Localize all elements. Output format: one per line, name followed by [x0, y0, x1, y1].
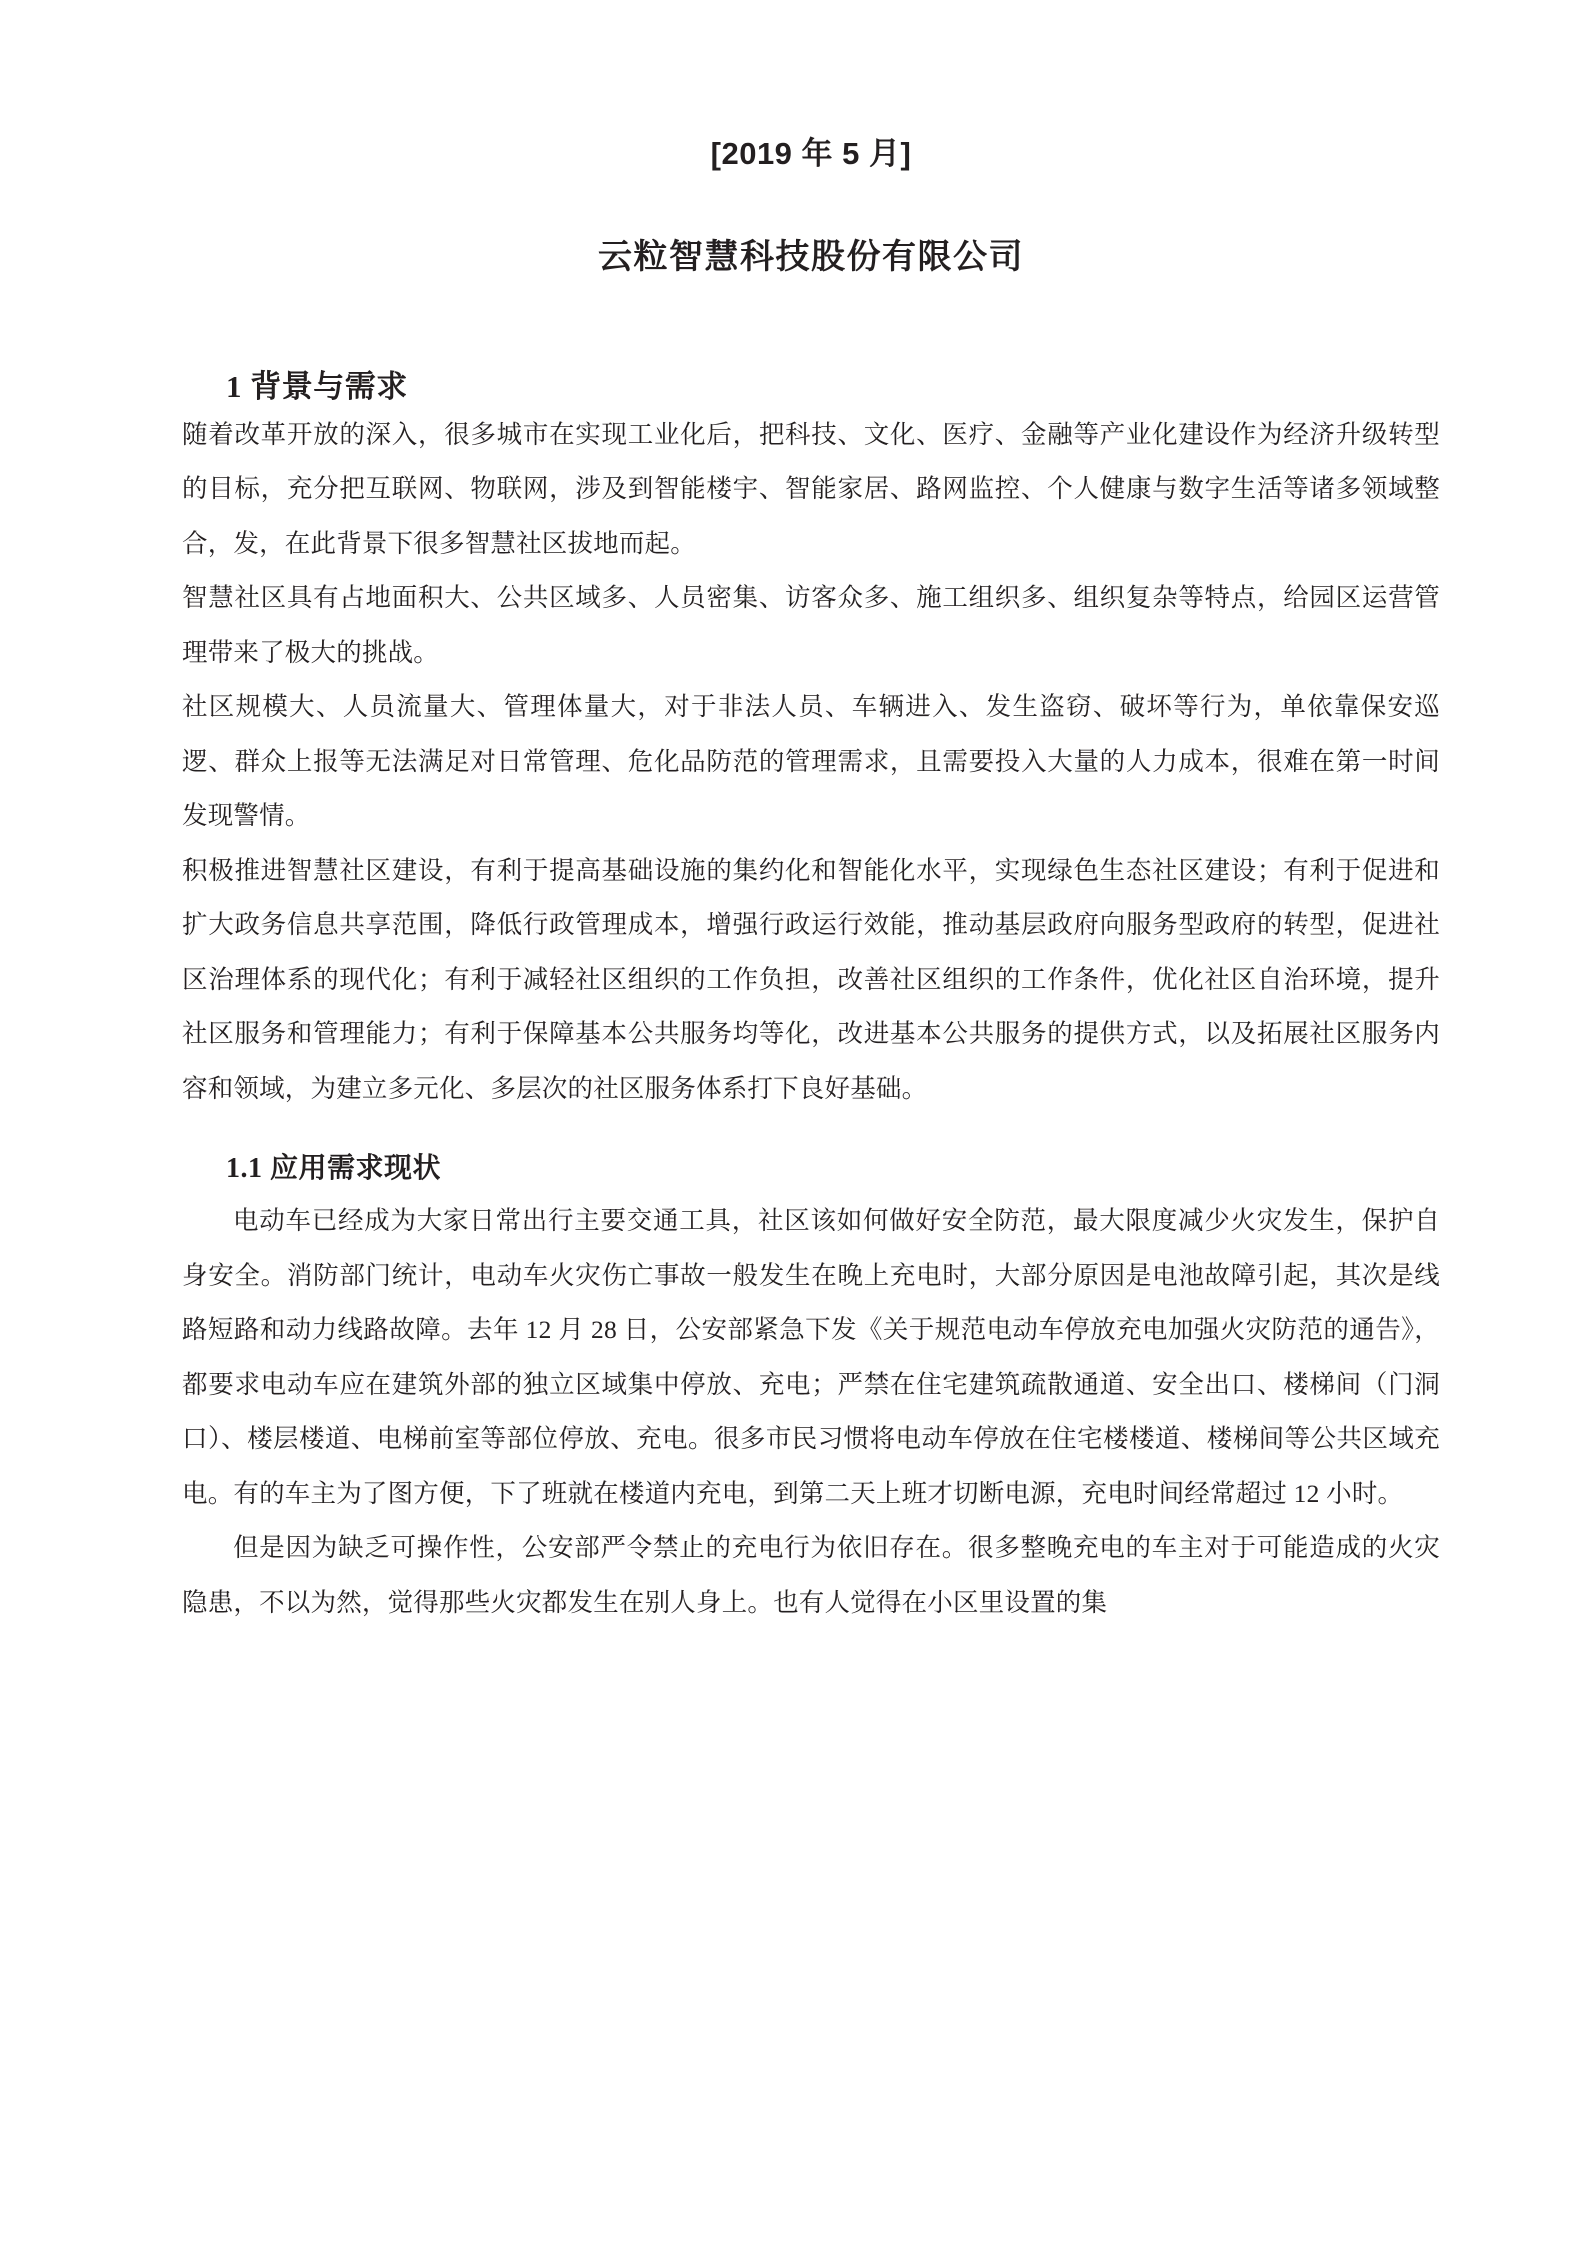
paragraph-1-1-1: 电动车已经成为大家日常出行主要交通工具，社区该如何做好安全防范，最大限度减少火灾发生，保护自身安全。消防部门统计，电动车火灾伤亡事故一般发生在晚上充电时，大部分原因是电池故障引起，其次是线路短路和动力线路故障。去年 12 月 28 日，公安部紧急下发《关于规范电动车停放充电加强火灾防范的通告》，都要求电动车应在建筑外部的独立区域集中停放、充电；严禁在住宅建筑疏散通道、安全出口、楼梯间（门洞口）、楼层楼道、电梯前室等部位停放、充电。很多市民习惯将电动车停放在住宅楼楼道、楼梯间等公共区域充电。有的车主为了图方便，下了班就在楼道内充电，到第二天上班才切断电源，充电时间经常超过 12 小时。 [182, 1206, 1440, 1508]
subheading-spacer [182, 1116, 1440, 1150]
heading-spacer [182, 278, 1440, 366]
document-date-line: [2019 年 5 月] [710, 136, 912, 171]
paragraph-1-3: 社区规模大、人员流量大、管理体量大，对于非法人员、车辆进入、发生盗窃、破坏等行为，单依靠保安巡逻、群众上报等无法满足对日常管理、危化品防范的管理需求，且需要投入大量的人力成本，很难在第一时间发现警情。 [182, 692, 1440, 831]
paragraph-1-1: 随着改革开放的深入，很多城市在实现工业化后，把科技、文化、医疗、金融等产业化建设作为经济升级转型的目标，充分把互联网、物联网，涉及到智能楼宇、智能家居、路网监控、个人健康与数字生活等诸多领域整合，发，在此背景下很多智慧社区拔地而起。 [182, 419, 1440, 558]
paragraph-1-2: 智慧社区具有占地面积大、公共区域多、人员密集、访客众多、施工组织多、组织复杂等特点，给园区运营管理带来了极大的挑战。 [182, 583, 1440, 667]
section-heading-1-1: 1.1 应用需求现状 [226, 1153, 442, 1185]
page-content-column [182, 0, 1440, 1630]
company-name-title: 云粒智慧科技股份有限公司 [598, 238, 1024, 277]
paragraph-1-1-2: 但是因为缺乏可操作性，公安部严令禁止的充电行为依旧存在。很多整晚充电的车主对于可能造成的火灾隐患，不以为然，觉得那些火灾都发生在别人身上。也有人觉得在小区里设置的集 [182, 1533, 1440, 1617]
paragraph-1-4: 积极推进智慧社区建设，有利于提高基础设施的集约化和智能化水平，实现绿色生态社区建设；有利于促进和扩大政务信息共享范围，降低行政管理成本，增强行政运行效能，推动基层政府向服务型政府的转型，促进社区治理体系的现代化；有利于减轻社区组织的工作负担，改善社区组织的工作条件，优化社区自治环境，提升社区服务和管理能力；有利于保障基本公共服务均等化，改进基本公共服务的提供方式，以及拓展社区服务内容和领域，为建立多元化、多层次的社区服务体系打下良好基础。 [182, 855, 1440, 1103]
section-heading-1: 1 背景与需求 [226, 368, 408, 404]
